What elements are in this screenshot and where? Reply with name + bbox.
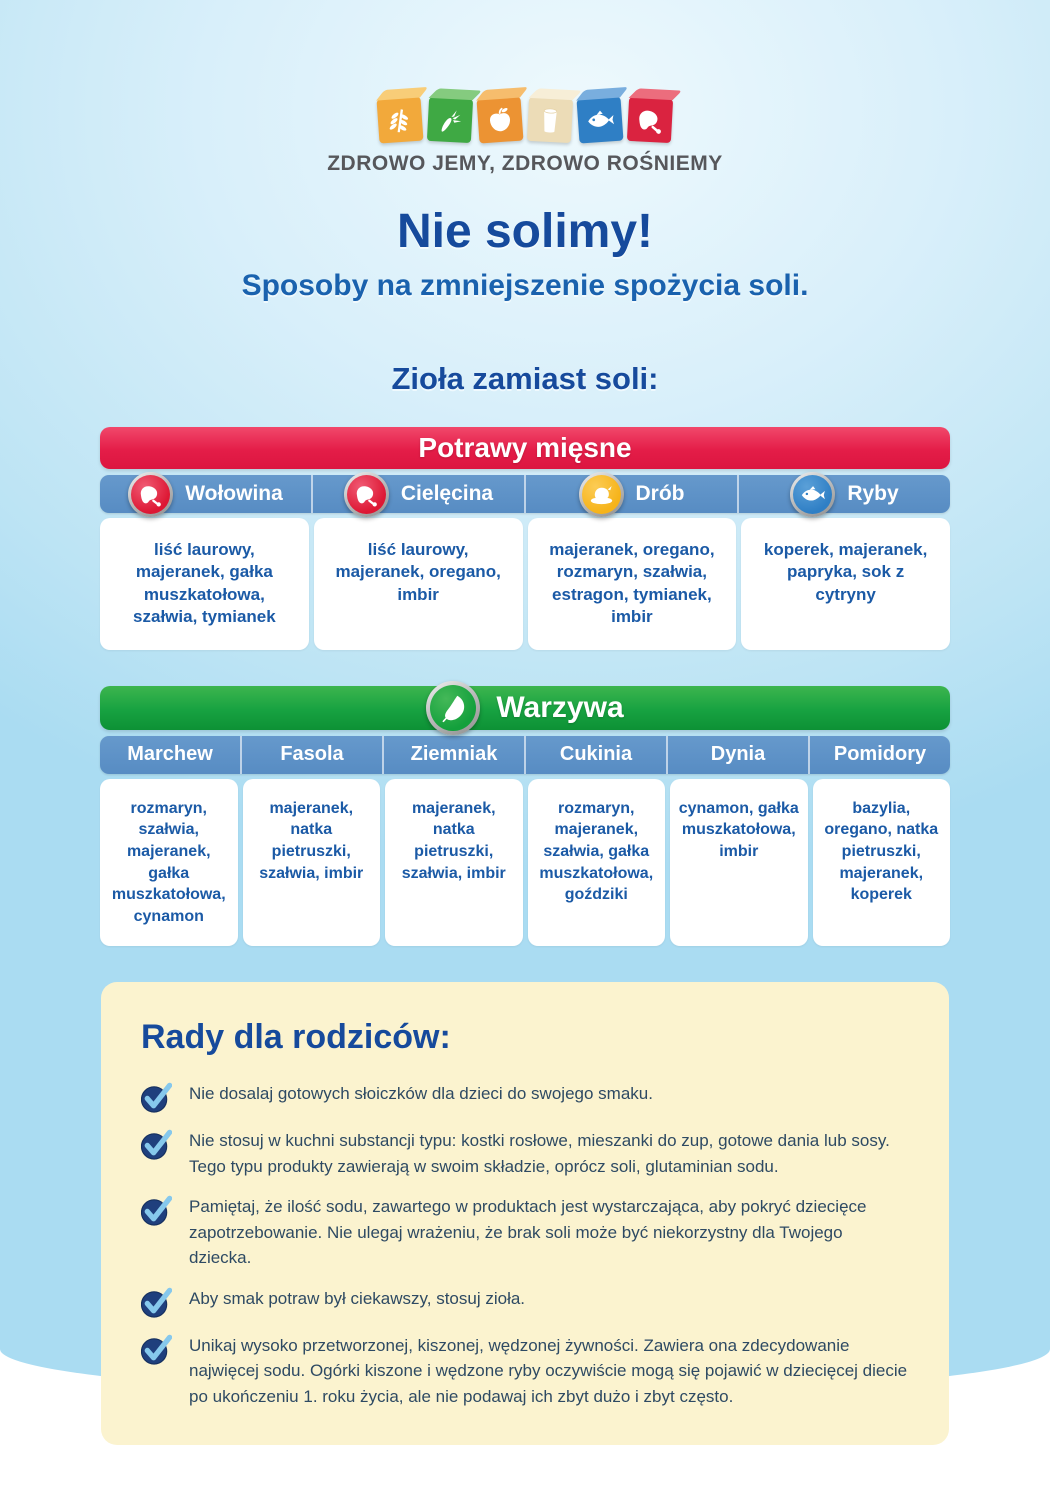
tip-text: Nie stosuj w kuchni substancji typu: kostki rosłowe, mieszanki do zup, gotowe dania lub sosy. Tego typu produkty zawierają w swoim składzie, oprócz soli, glutaminian sodu. [189, 1131, 890, 1176]
apple-icon [484, 104, 516, 136]
ham-icon [344, 472, 389, 517]
ham-icon [634, 104, 666, 136]
column-header-marchew [100, 736, 240, 774]
herbs-cell-cukinia: rozmaryn, majeranek, szałwia, gałka muszkatołowa, goździki [528, 779, 666, 947]
leaf-icon [426, 681, 480, 735]
check-icon [141, 1082, 172, 1113]
column-header-pomidory [808, 736, 950, 774]
column-label: Cukinia [559, 743, 633, 766]
column-label: Drób [635, 482, 685, 505]
column-header-cukinia [524, 736, 666, 774]
tip-item [141, 1081, 909, 1113]
veg-cells [100, 779, 950, 947]
tip-text: Nie dosalaj gotowych słoiczków dla dzieci do swojego smaku. [189, 1084, 653, 1104]
milk-icon [534, 104, 566, 136]
carrot-cube [427, 97, 473, 143]
meat-column-bar [100, 475, 950, 513]
herbs-cell-ziemniak: majeranek, natka pietruszki, szałwia, imbir [385, 779, 523, 947]
meat-cells [100, 518, 950, 650]
column-label: Cielęcina [400, 482, 494, 505]
herbs-cell-fasola: majeranek, natka pietruszki, szałwia, imbir [243, 779, 381, 947]
herbs-cell-wolowina: liść laurowy, majeranek, gałka muszkatołowa, szałwia, tymianek [100, 518, 309, 650]
column-header-fasola [240, 736, 382, 774]
check-icon [141, 1287, 172, 1318]
veg-column-bar [100, 736, 950, 774]
wheat-cube [377, 97, 424, 144]
carrot-icon [434, 104, 466, 136]
column-label: Wołowina [185, 482, 283, 505]
tip-item [141, 1128, 909, 1179]
herbs-cell-dynia: cynamon, gałka muszkatołowa, imbir [670, 779, 808, 947]
logo-cubes [0, 86, 1050, 142]
column-header-cielecina [311, 475, 524, 513]
fish-icon [584, 104, 616, 136]
check-icon [141, 1195, 172, 1226]
check-icon [141, 1334, 172, 1365]
milk-cube [527, 97, 573, 143]
tip-item [141, 1333, 909, 1410]
column-label: Ryby [847, 482, 899, 505]
vegetable-table [100, 686, 950, 947]
column-header-ziemniak [382, 736, 524, 774]
ham-icon [128, 472, 173, 517]
column-label: Marchew [127, 743, 213, 766]
column-header-drob [524, 475, 737, 513]
herbs-cell-marchew: rozmaryn, szałwia, majeranek, gałka muszkatołowa, cynamon [100, 779, 238, 947]
column-label: Fasola [280, 743, 344, 766]
herbs-cell-cielecina: liść laurowy, majeranek, oregano, imbir [314, 518, 523, 650]
fish-icon [790, 472, 835, 517]
herbs-cell-pomidory: bazylia, oregano, natka pietruszki, majeranek, koperek [813, 779, 951, 947]
column-label: Pomidory [833, 743, 927, 766]
section-heading: Zioła zamiast soli: [391, 361, 659, 396]
column-label: Ziemniak [410, 743, 498, 766]
page-title: Nie solimy! [396, 205, 654, 258]
tips-heading: Rady dla rodziców: [141, 1018, 451, 1057]
tip-text: Unikaj wysoko przetworzonej, kiszonej, wędzonej żywności. Zawiera ona zdecydowanie najwięcej sodu. Ogórki kiszone i wędzone ryby oczywiście mogą się pojawić w dziecięcej diecie po ukończeniu 1. roku życia, ale nie podawaj ich zbyt dużo i zbyt często. [189, 1335, 908, 1406]
page-subtitle: Sposoby na zmniejszenie spożycia soli. [241, 269, 809, 302]
apple-cube [477, 97, 524, 144]
tip-text: Aby smak potraw był ciekawszy, stosuj zioła. [189, 1288, 526, 1308]
fish-cube [577, 97, 624, 144]
veg-table-title: Warzywa [496, 690, 624, 724]
check-icon [141, 1129, 172, 1160]
tip-item [141, 1286, 909, 1318]
tip-text: Pamiętaj, że ilość sodu, zawartego w produktach jest wystarczająca, aby pokryć dziecięce zapotrzebowanie. Nie ulegaj wrażeniu, że brak soli może być niekorzystny dla Twojego dziecka. [189, 1197, 867, 1268]
herbs-cell-ryby: koperek, majeranek, papryka, sok z cytryny [741, 518, 950, 650]
tip-item [141, 1194, 909, 1271]
herbs-cell-drob: majeranek, oregano, rozmaryn, szałwia, estragon, tymianek, imbir [528, 518, 737, 650]
ham-cube [627, 97, 673, 143]
meat-table [100, 427, 950, 650]
chicken-icon [579, 472, 624, 517]
wheat-icon [384, 104, 416, 136]
veg-table-header [100, 686, 950, 730]
column-header-wolowina [100, 475, 311, 513]
tips-box [101, 982, 949, 1445]
logo-caption: ZDROWO JEMY, ZDROWO ROŚNIEMY [327, 152, 723, 175]
column-header-dynia [666, 736, 808, 774]
logo [0, 86, 1050, 176]
column-header-ryby [737, 475, 950, 513]
column-label: Dynia [710, 743, 766, 766]
meat-table-header: Potrawy mięsne [100, 427, 950, 469]
